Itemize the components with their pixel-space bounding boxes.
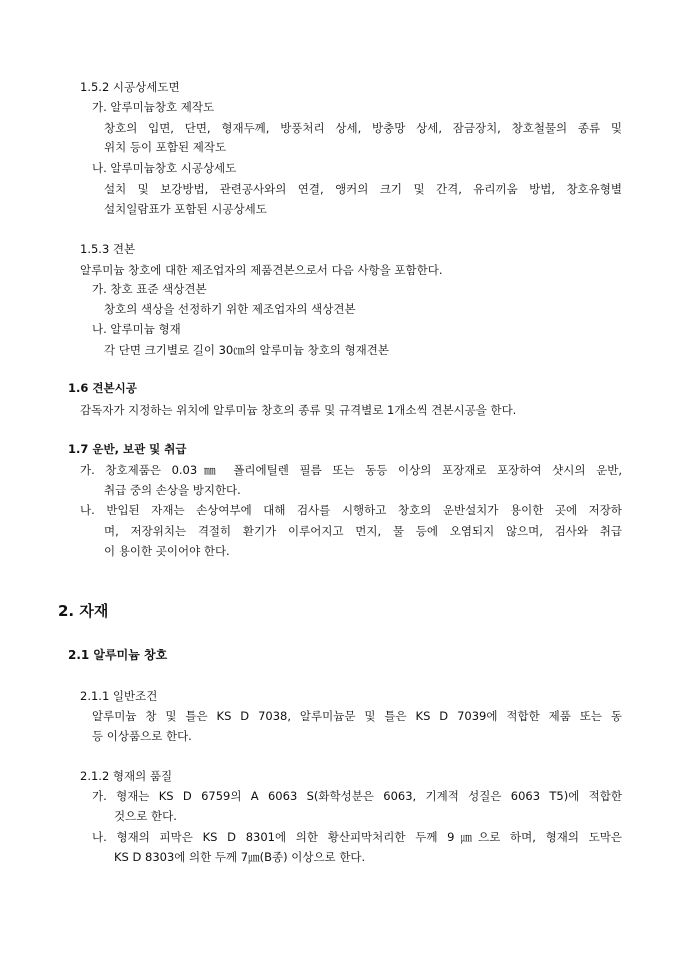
item-ga-text: 취급 중의 손상을 방지한다. — [104, 483, 241, 497]
item-na-text: 설치일람표가 포함된 시공상세도 — [104, 202, 267, 216]
section-2-1-heading: 2.1 알루미늄 창호 — [68, 648, 168, 662]
section-2-1-2-heading: 2.1.2 형재의 품질 — [80, 769, 173, 783]
section-2-1-1-heading: 2.1.1 일반조건 — [80, 689, 158, 703]
section-2-1-1-text: 등 이상품으로 한다. — [92, 729, 192, 743]
section-1-7-heading: 1.7 운반, 보관 및 취급 — [68, 442, 187, 456]
item-ga-text: 것으로 한다. — [114, 809, 177, 823]
section-1-6-heading: 1.6 견본시공 — [68, 381, 137, 395]
section-1-6-text: 감독자가 지정하는 위치에 알루미늄 창호의 종류 및 규격별로 1개소씩 견본시공을 한다. — [80, 403, 517, 417]
item-ga-text: 창호의 입면, 단면, 형재두께, 방풍처리 상세, 방충망 상세, 잠금장치, 창호철물의 종류 및 — [104, 121, 622, 135]
item-ga-heading: 가. 창호 표준 색상견본 — [92, 282, 207, 296]
item-na-text: 각 단면 크기별로 길이 30㎝의 알루미늄 창호의 형재견본 — [104, 343, 390, 357]
item-ga-heading: 가. 알루미늄창호 제작도 — [92, 100, 215, 114]
chapter-2-heading: 2. 자재 — [58, 602, 109, 620]
item-ga-text: 가. 창호제품은 0.03㎜ 폴리에틸렌 필름 또는 동등 이상의 포장재로 포장하여 샷시의 운반, — [80, 463, 622, 477]
item-na-heading: 나. 알루미늄창호 시공상세도 — [92, 161, 237, 175]
item-na-text: 설치 및 보강방법, 관련공사와의 연결, 앵커의 크기 및 간격, 유리끼움 방법, 창호유형별 — [104, 182, 622, 196]
section-2-1-1-text: 알루미늄 창 및 틀은 KS D 7038, 알루미늄문 및 틀은 KS D 7039에 적합한 제품 또는 동 — [92, 709, 622, 723]
section-1-5-3-heading: 1.5.3 견본 — [80, 242, 136, 256]
item-na-text: 이 용이한 곳이어야 한다. — [104, 544, 230, 558]
item-na-text: KS D 8303에 의한 두께 7㎛(B종) 이상으로 한다. — [114, 850, 366, 864]
item-ga-text: 창호의 색상을 선정하기 위한 제조업자의 색상견본 — [104, 302, 356, 316]
item-ga-text: 가. 형재는 KS D 6759의 A 6063 S(화학성분은 6063, 기계적 성질은 6063 T5)에 적합한 — [92, 789, 622, 803]
item-na-text: 나. 반입된 자재는 손상여부에 대해 검사를 시행하고 창호의 운반설치가 용이한 곳에 저장하 — [80, 503, 622, 517]
item-na-text: 나. 형재의 피막은 KS D 8301에 의한 황산피막처리한 두께 9㎛으로 하며, 형재의 도막은 — [92, 830, 622, 844]
item-ga-text: 위치 등이 포함된 제작도 — [104, 140, 227, 154]
item-na-text: 며, 저장위치는 격절히 환기가 이루어지고 먼지, 물 등에 오염되지 않으며, 검사와 취급 — [104, 524, 622, 538]
item-na-heading: 나. 알루미늄 형재 — [92, 322, 181, 336]
section-1-5-2-heading: 1.5.2 시공상세도면 — [80, 80, 180, 94]
section-1-5-3-intro: 알루미늄 창호에 대한 제조업자의 제품견본으로서 다음 사항을 포함한다. — [80, 263, 443, 277]
